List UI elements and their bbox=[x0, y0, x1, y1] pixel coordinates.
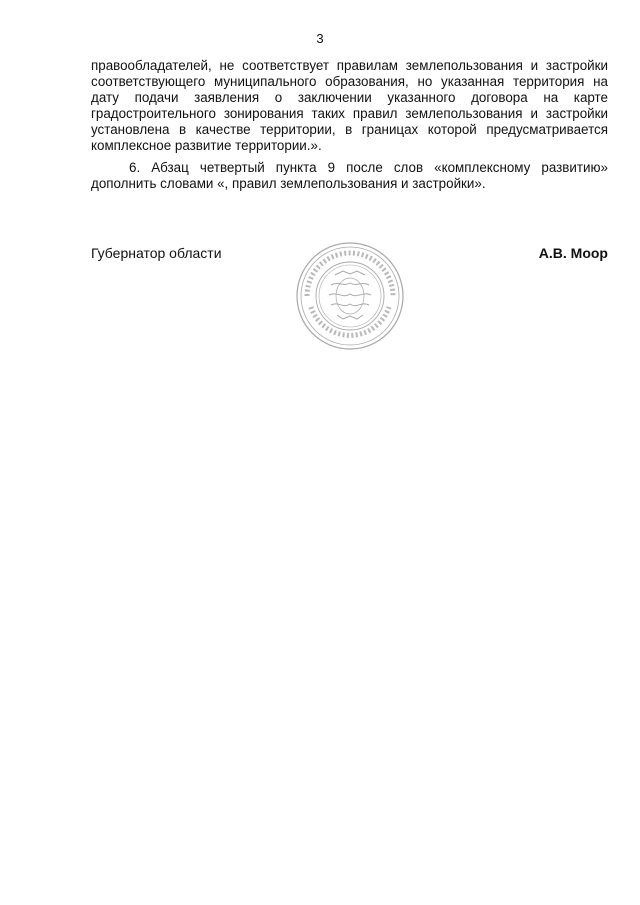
paragraph-item-6: 6. Абзац четвертый пункта 9 после слов «комплексному развитию» дополнить словами «, правил землепользования и застройки». bbox=[91, 160, 608, 191]
signatory-name: А.В. Моор bbox=[538, 245, 608, 261]
page-number: 3 bbox=[316, 31, 324, 46]
paragraph-continuation: правообладателей, не соответствует правилам землепользования и застройки соответствующего муниципального образования, но указанная территория на дату подачи заявления о заключении указанного договора на карте градостроительного зонирования таких правил землепользования и застройки установлена в качестве территории, в границах которой предусматривается комплексное развитие территории.». bbox=[91, 58, 608, 153]
signatory-title: Губернатор области bbox=[91, 245, 222, 261]
official-seal-icon bbox=[295, 241, 405, 351]
document-body bbox=[91, 58, 608, 192]
